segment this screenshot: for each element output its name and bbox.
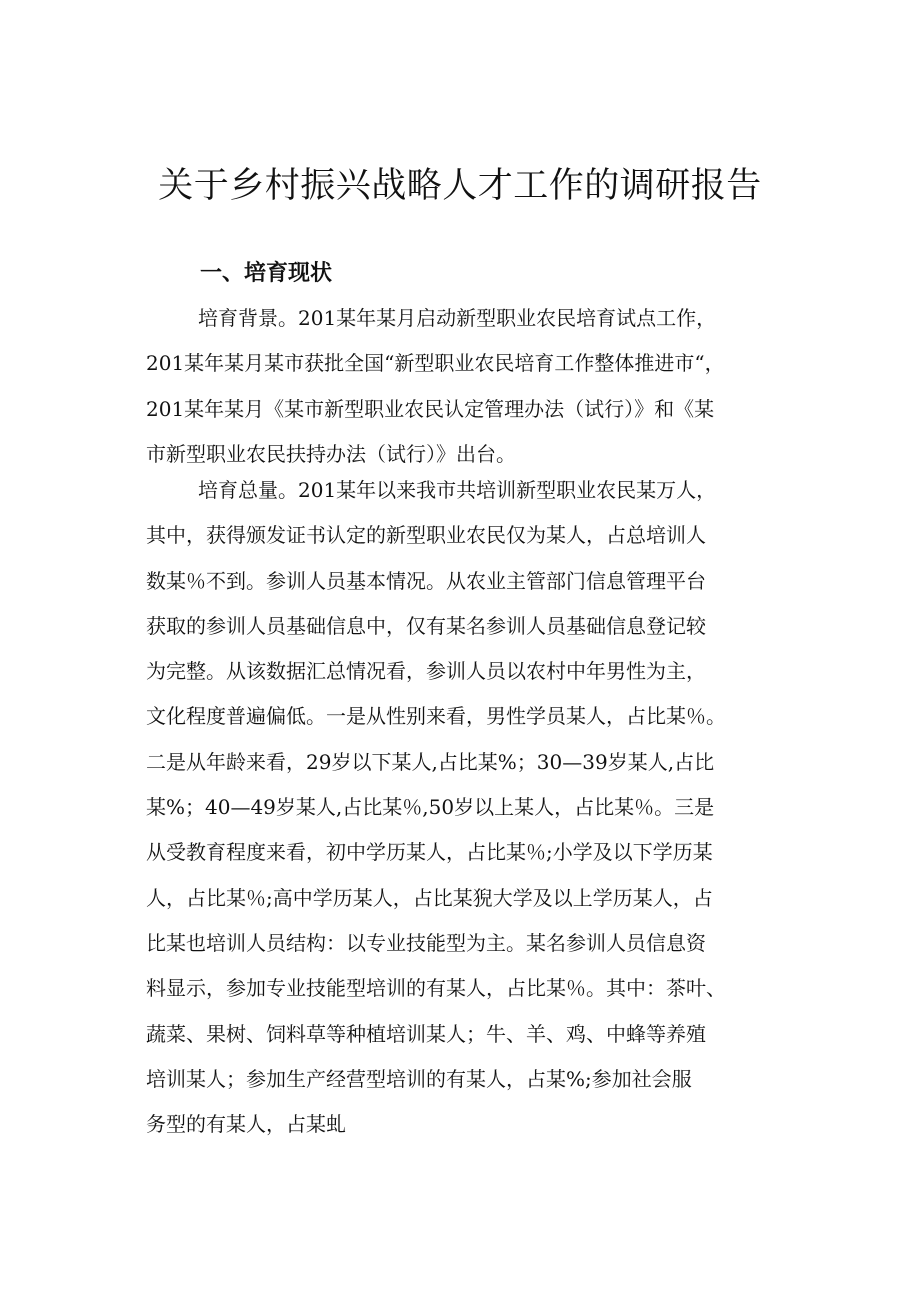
- paragraph-line: 201某年某月某市获批全国“新型职业农民培育工作整体推进市“，: [146, 351, 725, 376]
- paragraph-line: 培育背景。201某年某月启动新型职业农民培育试点工作，: [198, 306, 717, 330]
- section-heading: 一、培育现状: [200, 261, 333, 286]
- paragraph-training-background: [146, 296, 826, 477]
- paragraph-line: 二是从年龄来看，29岁以下某人,占比某%；30—39岁某人,占比: [146, 749, 715, 774]
- paragraph-training-total: [146, 468, 826, 1147]
- document-title: 关于乡村振兴战略人才工作的调研报告: [158, 166, 762, 206]
- paragraph-line: 培训某人；参加生产经营型培训的有某人，占某%;参加社会服: [146, 1066, 692, 1091]
- paragraph-line: 市新型职业农民扶持办法（试行）》出台。: [146, 441, 516, 466]
- paragraph-line: 获取的参训人员基础信息中，仅有某名参训人员基础信息登记较: [146, 613, 706, 638]
- paragraph-line: 蔬菜、果树、饲料草等种植培训某人；牛、羊、鸡、中蜂等养殖: [146, 1021, 706, 1046]
- paragraph-line: 其中，获得颁发证书认定的新型职业农民仅为某人，占总培训人: [146, 523, 706, 548]
- paragraph-line: 某%；40—49岁某人,占比某％,50岁以上某人，占比某％。三是: [146, 795, 715, 820]
- paragraph-line: 人，占比某％;高中学历某人，占比某猊大学及以上学历某人，占: [146, 885, 713, 910]
- paragraph-line: 比某也培训人员结构：以专业技能型为主。某名参训人员信息资: [146, 930, 706, 955]
- paragraph-line: 料显示，参加专业技能型培训的有某人，占比某％。其中：茶叶、: [146, 976, 726, 1001]
- paragraph-line: 201某年某月《某市新型职业农民认定管理办法（试行）》和《某: [146, 396, 715, 421]
- paragraph-line: 培育总量。201某年以来我市共培训新型职业农民某万人，: [198, 478, 717, 502]
- paragraph-line: 数某％不到。参训人员基本情况。从农业主管部门信息管理平台: [146, 568, 706, 593]
- paragraph-line: 务型的有某人，占某虬: [146, 1112, 346, 1137]
- paragraph-line: 从受教育程度来看，初中学历某人，占比某％;小学及以下学历某: [146, 840, 713, 865]
- paragraph-line: 为完整。从该数据汇总情况看，参训人员以农村中年男性为主，: [146, 659, 706, 684]
- paragraph-line: 文化程度普遍偏低。一是从性别来看，男性学员某人，占比某％。: [146, 704, 726, 729]
